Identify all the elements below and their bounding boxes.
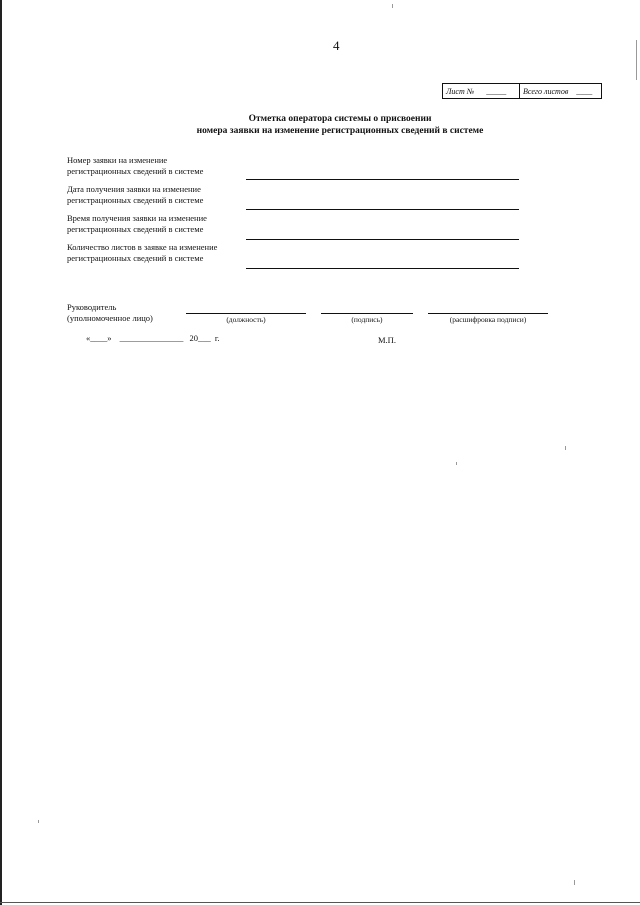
total-sheets-label: Всего листов <box>523 87 569 96</box>
field-receipt-time-line[interactable] <box>246 239 519 240</box>
field-sheet-count-label <box>67 242 217 264</box>
field-label-line1: Количество листов в заявке на изменение <box>67 242 218 252</box>
scan-speck <box>38 820 39 823</box>
field-label-line2: регистрационных сведений в системе <box>67 253 204 263</box>
field-label-line2: регистрационных сведений в системе <box>67 166 204 176</box>
field-label-line1: Номер заявки на изменение <box>67 155 168 165</box>
scan-speck <box>456 462 457 465</box>
date-row <box>86 333 220 343</box>
scan-speck <box>565 446 566 450</box>
signatory-label <box>67 302 153 324</box>
sheet-number-box <box>442 83 520 99</box>
form-title-line2: номера заявки на изменение регистрационных сведений в системе <box>196 126 484 136</box>
field-request-number-label <box>67 155 203 177</box>
field-label-line1: Время получения заявки на изменение <box>67 213 207 223</box>
field-label-line2: регистрационных сведений в системе <box>67 195 204 205</box>
signature-decode-line[interactable] <box>428 313 548 314</box>
page-number: 4 <box>333 38 340 53</box>
scan-speck <box>392 4 393 8</box>
scan-speck <box>636 40 637 80</box>
field-receipt-date-line[interactable] <box>246 209 519 210</box>
sheet-number-label: Лист № <box>446 87 475 96</box>
form-title-line1: Отметка оператора системы о присвоении <box>248 114 432 124</box>
signatory-title: Руководитель <box>67 302 117 312</box>
date-close-quote: » <box>107 333 112 343</box>
sheet-number-blank: _____ <box>486 87 507 96</box>
signature-line[interactable] <box>321 313 413 314</box>
form-title <box>120 113 560 137</box>
stamp-place: М.П. <box>378 335 396 345</box>
signatory-subtitle: (уполномоченное лицо) <box>67 313 153 323</box>
field-label-line2: регистрационных сведений в системе <box>67 224 204 234</box>
page-border-left <box>0 0 2 905</box>
date-day-blank[interactable]: ____ <box>90 333 108 343</box>
field-request-number-line[interactable] <box>246 179 519 180</box>
field-receipt-date-label <box>67 184 203 206</box>
date-year-prefix: 20 <box>189 333 198 343</box>
page-border-bottom <box>0 902 640 903</box>
signature-decode-caption: (расшифровка подписи) <box>449 315 527 324</box>
date-month-blank[interactable]: _______________ <box>119 333 184 343</box>
field-receipt-time-label <box>67 213 207 235</box>
scan-speck <box>574 880 575 885</box>
total-sheets-box <box>520 83 602 99</box>
date-open-quote: « <box>86 333 91 343</box>
field-label-line1: Дата получения заявки на изменение <box>67 184 201 194</box>
field-sheet-count-line[interactable] <box>246 268 519 269</box>
date-year-blank[interactable]: ___ <box>198 333 211 343</box>
signature-caption: (подпись) <box>351 315 383 324</box>
total-sheets-blank: ____ <box>576 87 593 96</box>
date-year-suffix: г. <box>214 333 220 343</box>
position-line[interactable] <box>186 313 306 314</box>
position-caption: (должность) <box>226 315 266 324</box>
